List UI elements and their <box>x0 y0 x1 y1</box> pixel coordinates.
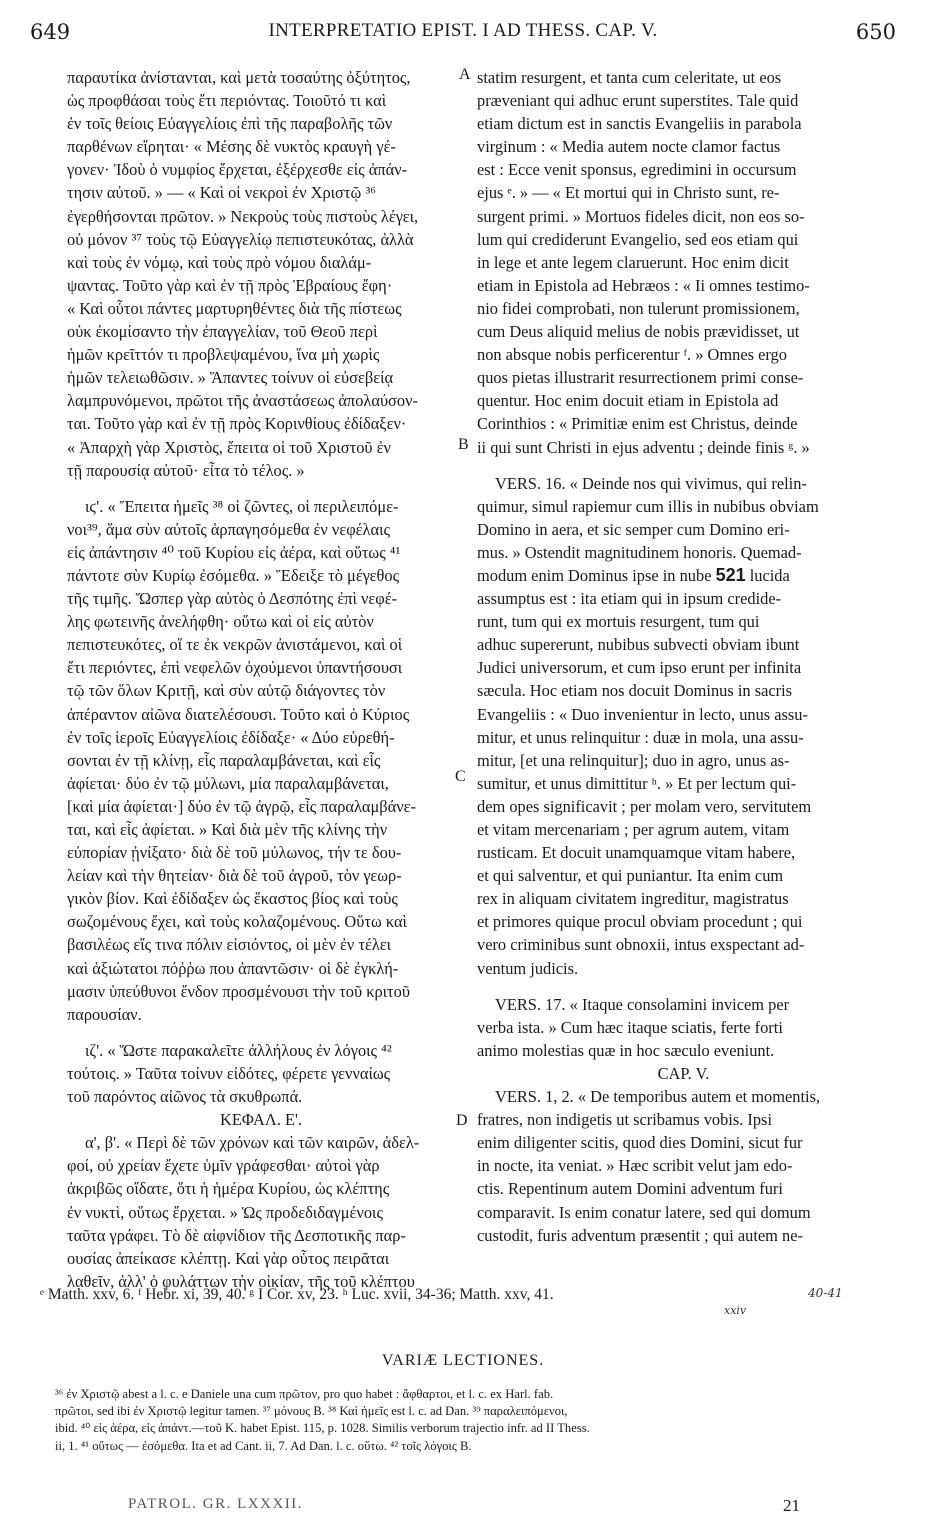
latin-line: enim diligenter scitis, quod dies Domini, sicut fur <box>477 1133 803 1153</box>
latin-line: Domino in aera, et sic semper cum Domino eri- <box>477 519 790 539</box>
greek-line: τούτοις. » Ταῦτα τοίνυν εἰδότες, φέρετε γενναίως <box>67 1063 391 1083</box>
greek-line: νοι³⁹, ἅμα σὺν αὐτοῖς ἁρπαγησόμεθα ἐν νεφέλαις <box>67 519 390 539</box>
greek-line: παρουσίαν. <box>67 1004 142 1024</box>
handwritten-note: xxiv <box>724 1304 747 1317</box>
greek-line: ἐν τοῖς θείοις Εὐαγγελίοις ἐπὶ τῆς παραβολῆς τῶν <box>67 114 393 134</box>
latin-line: runt, tum qui ex mortuis resurgent, tum qui <box>477 612 760 632</box>
page-footer <box>128 1496 800 1520</box>
printer-signature: PATROL. GR. LXXXII. <box>128 1496 304 1512</box>
variae-lectiones <box>55 1386 900 1455</box>
greek-line: ἐν νυκτὶ, οὕτως ἔρχεται. » Ὡς προδεδιδαγμένοις <box>67 1202 383 1222</box>
latin-line: quentur. Hoc enim docuit etiam in Epistola ad <box>477 391 779 411</box>
latin-line: VERS. 17. « Itaque consolamini invicem per <box>495 994 790 1014</box>
greek-line: λαθεῖν, ἀλλ' ὁ φυλάττων τὴν οἰκίαν, τῆς τοῦ κλέπτου <box>67 1271 415 1291</box>
latin-line <box>477 564 890 587</box>
sheet-number: 21 <box>783 1496 800 1515</box>
greek-line: εἰς ἀπάντησιν ⁴⁰ τοῦ Κυρίου εἰς ἀέρα, καὶ οὕτως ⁴¹ <box>67 542 401 562</box>
latin-line: in lege et ante legem claruerunt. Hoc enim dicit <box>477 252 789 272</box>
greek-line: γικὸν βίον. Καὶ ἐδίδαξεν ὡς ἕκαστος βίος καὶ τοὺς <box>67 889 398 909</box>
latin-line: rusticam. Et docuit unamquamque vitam habere, <box>477 843 796 863</box>
greek-chapter-heading: ΚΕΦΑΛ. Ε'. <box>219 1110 303 1130</box>
latin-line: mus. » Ostendit magnitudinem honoris. Quemad- <box>477 542 802 562</box>
latin-line: præveniant qui adhuc erunt superstites. Tale quid <box>477 91 799 111</box>
latin-line: vero criminibus sunt obnoxii, intus exspectant ad- <box>477 935 805 955</box>
greek-line: α', β'. « Περὶ δὲ τῶν χρόνων καὶ τῶν καιρῶν, ἀδελ- <box>85 1133 420 1153</box>
latin-line: Evangeliis : « Duo invenientur in lecto, unus assu- <box>477 704 808 724</box>
latin-line: VERS. 1, 2. « De temporibus autem et momentis, <box>495 1087 821 1107</box>
running-header <box>30 14 896 54</box>
latin-line: fratres, non indigetis ut scribamus vobis. Ipsi <box>477 1110 772 1130</box>
latin-line: sumitur, et unus dimittitur ʰ. » Et per lectum qui- <box>477 773 797 793</box>
latin-line: mitur, [et una relinquitur]; duo in agro, unus as- <box>477 750 790 770</box>
greek-line: ἔτι περιόντες, ἐπὶ νεφελῶν ὀχούμενοι ὑπαντήσουσι <box>67 658 403 678</box>
greek-line: « Ἀπαρχὴ γὰρ Χριστὸς, ἔπειτα οἱ τοῦ Χριστοῦ ἐν <box>67 437 391 457</box>
greek-line: ται. Τοῦτο γὰρ καὶ ἐν τῇ πρὸς Κορινθίους ἐδίδαξεν· <box>67 414 407 434</box>
greek-line: πάντοτε σὺν Κυρίῳ ἐσόμεθα. » Ἔδειξε τὸ μέγεθος <box>67 565 400 585</box>
latin-line: et qui salventur, et qui puniantur. Ita enim cum <box>477 866 784 886</box>
latin-line: etiam in Epistola ad Hebræos : « Ii omnes testimo- <box>477 275 810 295</box>
page-number-right: 650 <box>855 20 896 44</box>
latin-line: statim resurgent, et tanta cum celeritate, ut eos <box>477 68 782 87</box>
latin-line: verba ista. » Cum hæc itaque sciatis, ferte forti <box>477 1017 783 1037</box>
greek-line: σωζομένους ἔχει, καὶ τοὺς κολαζομένους. Οὕτω καὶ <box>67 912 407 932</box>
greek-line: ὡς προφθάσαι τοὺς ἔτι περιόντας. Τοιοῦτό τι καὶ <box>67 91 387 111</box>
latin-line: sæcula. Hoc etiam nos docuit Dominus in sacris <box>477 681 793 701</box>
latin-line-text: lucida <box>749 565 790 585</box>
greek-line: λείαν καὶ τὴν θητείαν· διὰ δὲ τοῦ ἀγροῦ, τὸν γεωρ- <box>67 866 402 886</box>
column-number: 521 <box>715 564 746 585</box>
latin-line: ventum judicis. <box>477 958 579 978</box>
latin-line: custodit, furis adventum præsentit ; qui autem ne- <box>477 1225 803 1245</box>
latin-line: VERS. 16. « Deinde nos qui vivimus, qui relin- <box>495 473 807 493</box>
greek-column <box>67 66 455 1293</box>
greek-line: σονται ἐν τῇ κλίνῃ, εἷς παραλαμβάνεται, καὶ εἷς <box>67 750 381 770</box>
varlec-line: ibid. ⁴⁰ εἰς ἀέρα, εἰς ἀπάντ.—τοῦ K. habet Epist. 115, p. 1028. Similis verborum trajectio infr. ad II Thess. <box>55 1421 590 1436</box>
greek-line: ἡμῶν τελειωθῶσιν. » Ἅπαντες τοίνυν οἱ εὐσεβείᾳ <box>67 368 394 388</box>
latin-line: est : Ecce venit sponsus, egredimini in occursum <box>477 160 797 180</box>
greek-line: ἐγερθήσονται πρῶτον. » Νεκροὺς τοὺς πιστοὺς λέγει, <box>67 206 419 226</box>
greek-line: εὐπορίαν ᾐνίξατο· διὰ δὲ τοῦ μύλωνος, τήν τε δου- <box>67 843 402 863</box>
greek-line: λαμπρυνόμενοι, πρῶτοι τῆς ἀναστάσεως ἀπολαύσον- <box>67 391 418 411</box>
latin-line: lum qui crediderunt Evangelio, sed eos etiam qui <box>477 229 799 249</box>
greek-line: παρθένων εἴρηται· « Μέσης δὲ νυκτὸς κραυγὴ γέ- <box>67 137 396 157</box>
latin-line: comparavit. Is enim conatur latere, sed qui domum <box>477 1202 811 1222</box>
latin-line: mitur, et unus relinquitur : duæ in mola, una assu- <box>477 727 804 747</box>
greek-line: « Καὶ οὗτοι πάντες μαρτυρηθέντες διὰ τῆς πίστεως <box>67 298 402 318</box>
latin-line: etiam dictum est in sanctis Evangeliis in parabola <box>477 114 802 134</box>
latin-line: animo molestias quæ in hoc sæculo eveniunt. <box>477 1040 775 1060</box>
latin-line: non absque nobis perficerentur ᶠ. » Omnes ergo <box>477 345 787 365</box>
varlec-line: ³⁶ ἐν Χριστῷ abest a l. c. e Daniele una cum πρῶτον, pro quo habet : ἄφθαρτοι, et l. c. ex Harl. fab. <box>55 1387 554 1401</box>
greek-line: τοῦ παρόντος αἰῶνος τὰ σκυθρωπά. <box>67 1087 303 1107</box>
greek-line: ταῦτα γράφει. Τὸ δὲ αἰφνίδιον τῆς Δεσποτικῆς παρ- <box>67 1225 406 1245</box>
greek-line: ἐν τοῖς ἱεροῖς Εὐαγγελίοις ἐδίδαξε· « Δύο εὑρεθή- <box>67 727 395 747</box>
greek-line: λης φωτεινῆς ἀνελήφθη· οὕτω καὶ οἱ εἰς αὐτὸν <box>67 612 374 632</box>
greek-line: καὶ τοὺς ἐν νόμῳ, καὶ τοὺς πρὸ νόμου διαλάμ- <box>67 252 372 272</box>
greek-line: φοί, οὐ χρείαν ἔχετε ὑμῖν γράφεσθαι· αὐτοὶ γὰρ <box>67 1156 380 1176</box>
varlec-line: ii, 1. ⁴¹ οὕτως — ἐσόμεθα. Ita et ad Cant. ii, 7. Ad Dan. l. c. οὕτω. ⁴² τοῖς λόγοις B. <box>55 1438 472 1453</box>
greek-line: τησιν αὐτοῦ. » — « Καὶ οἱ νεκροὶ ἐν Χριστῷ ³⁶ <box>67 183 376 203</box>
column-marker-b: B <box>458 436 469 453</box>
latin-line: surgent primi. » Mortuos fideles dicit, non eos so- <box>477 206 805 226</box>
running-title: INTERPRETATIO EPIST. I AD THESS. CAP. V. <box>268 20 658 41</box>
latin-line: cum Deus aliquid melius de nobis prævidisset, ut <box>477 322 800 342</box>
greek-line: ιζ'. « Ὥστε παρακαλεῖτε ἀλλήλους ἐν λόγοις ⁴² <box>85 1040 392 1060</box>
latin-line: nio fidei comprobati, non tulerunt promissionem, <box>477 298 800 318</box>
greek-line: τῆς τιμῆς. Ὥσπερ γὰρ αὐτὸς ὁ Δεσπότης ἐπὶ νεφέ- <box>67 589 398 609</box>
latin-line: rex in aliquam civitatem ingreditur, magistratus <box>477 889 789 909</box>
greek-line: πεπιστευκότες, οἵ τε ἐκ νεκρῶν ἀνιστάμενοι, καὶ οἱ <box>67 635 403 655</box>
greek-line: ἡμῶν κρεῖττόν τι προβλεψαμένου, ἵνα μὴ χωρὶς <box>67 345 380 365</box>
latin-line: ii qui sunt Christi in ejus adventu ; deinde finis ᵍ. » <box>477 437 810 457</box>
latin-line: in nocte, ita veniat. » Hæc scribit velut jam edo- <box>477 1156 793 1176</box>
page-number-left: 649 <box>30 20 71 44</box>
latin-line: Judici universorum, et cum ipso erunt per infinita <box>477 658 802 678</box>
latin-line: quos pietas illustrarit resurrectionem primi conse- <box>477 368 804 388</box>
greek-line: μασιν ὑπεύθυνοι ἔνδον προσμένουσι τὴν τοῦ κριτοῦ <box>67 981 410 1001</box>
column-marker-c: C <box>455 768 466 785</box>
latin-line: dem opes significavit ; per molam vero, servitutem <box>477 796 812 816</box>
greek-line: ουσίας ἀπείκασε κλέπτῃ. Καὶ γὰρ οὗτος πειρᾶται <box>67 1248 390 1268</box>
handwritten-note: 40-41 <box>808 1286 843 1300</box>
greek-line: ιϛ'. « Ἔπειτα ἡμεῖς ³⁸ οἱ ζῶντες, οἱ περιλειπόμε- <box>85 496 399 516</box>
latin-line: et vitam mercenariam ; per agrum autem, vitam <box>477 820 790 839</box>
greek-line: οὐκ ἐκομίσαντο τὴν ἐπαγγελίαν, τοῦ Θεοῦ περὶ <box>67 322 378 342</box>
greek-line: ψαντας. Τοῦτο γὰρ καὶ ἐν τῇ πρὸς Ἑβραίους ἔφη· <box>67 275 393 295</box>
latin-line-text: modum enim Dominus ipse in nube <box>477 565 712 585</box>
greek-line: οὐ μόνον ³⁷ τοὺς τῷ Εὐαγγελίῳ πεπιστευκότας, ἀλλὰ <box>67 229 414 249</box>
greek-line: ἀπέραντον αἰῶνα διατελέσουσι. Τοῦτο καὶ ὁ Κύριος <box>67 704 410 724</box>
scripture-footnotes: ᵉ Matth. xxv, 6. ᶠ Hebr. xi, 39, 40. ᵍ I Cor. xv, 23. ʰ Luc. xvii, 34-36; Matth. xxv, 41. <box>40 1286 554 1303</box>
latin-line: assumptus est : ita etiam qui in ipsum credide- <box>477 589 782 609</box>
greek-line: γονεν· Ἰδοὺ ὁ νυμφίος ἔρχεται, ἐξέρχεσθε εἰς ἀπάν- <box>67 160 408 180</box>
greek-line: τῇ παρουσίᾳ αὐτοῦ· εἶτα τὸ τέλος. » <box>67 460 305 480</box>
latin-line: quimur, simul rapiemur cum illis in nubibus obviam <box>477 496 819 516</box>
latin-column <box>477 66 890 1247</box>
latin-chapter-heading: CAP. V. <box>657 1063 710 1083</box>
latin-line: virginum : « Media autem nocte clamor factus <box>477 137 781 157</box>
latin-line: Corinthios : « Primitiæ enim est Christus, deinde <box>477 414 798 434</box>
varlec-line: πρῶτοι, sed ibi ἐν Χριστῷ legitur tamen. ³⁷ μόνους B. ³⁸ Καὶ ἡμεῖς est l. c. ad Dan. ³⁹ παραλειπόμενοι, <box>55 1404 568 1419</box>
greek-line: παραυτίκα ἀνίστανται, καὶ μετὰ τοσαύτης ὀξύτητος, <box>67 68 411 87</box>
column-marker-a: A <box>459 66 471 83</box>
greek-line: καὶ ἀξιώτατοι πόῤῥω που ἀπαντῶσιν· οἱ δὲ ἐγκλή- <box>67 958 399 978</box>
variae-lectiones-heading: VARIÆ LECTIONES. <box>381 1352 545 1369</box>
latin-line: adhuc supererunt, nubibus subvecti obviam ibunt <box>477 635 800 655</box>
greek-line: ται, καὶ εἷς ἀφίεται. » Καὶ διὰ μὲν τῆς κλίνης τὴν <box>67 820 388 839</box>
latin-line: ctis. Repentinum autem Domini adventum furi <box>477 1179 783 1199</box>
greek-line: ἀφίεται· δύο ἐν τῷ μύλωνι, μία παραλαμβάνεται, <box>67 773 389 793</box>
greek-line: ἀκριβῶς οἴδατε, ὅτι ἡ ἡμέρα Κυρίου, ὡς κλέπτης <box>67 1179 390 1199</box>
latin-line: ejus ᵉ. » — « Et mortui qui in Christo sunt, re- <box>477 183 780 203</box>
latin-line: et primores quique procul obviam procedunt ; qui <box>477 912 803 932</box>
greek-line: [καὶ μία ἀφίεται·] δύο ἐν τῷ ἀγρῷ, εἷς παραλαμβάνε- <box>67 796 416 816</box>
greek-line: βασιλέως εἴς τινα πόλιν εἰσιόντος, οἱ μὲν ἐν τέλει <box>67 935 392 955</box>
greek-line: τῷ τῶν ὅλων Κριτῇ, καὶ σὺν αὐτῷ διάγοντες τὸν <box>67 681 386 701</box>
column-marker-d: D <box>456 1112 468 1129</box>
